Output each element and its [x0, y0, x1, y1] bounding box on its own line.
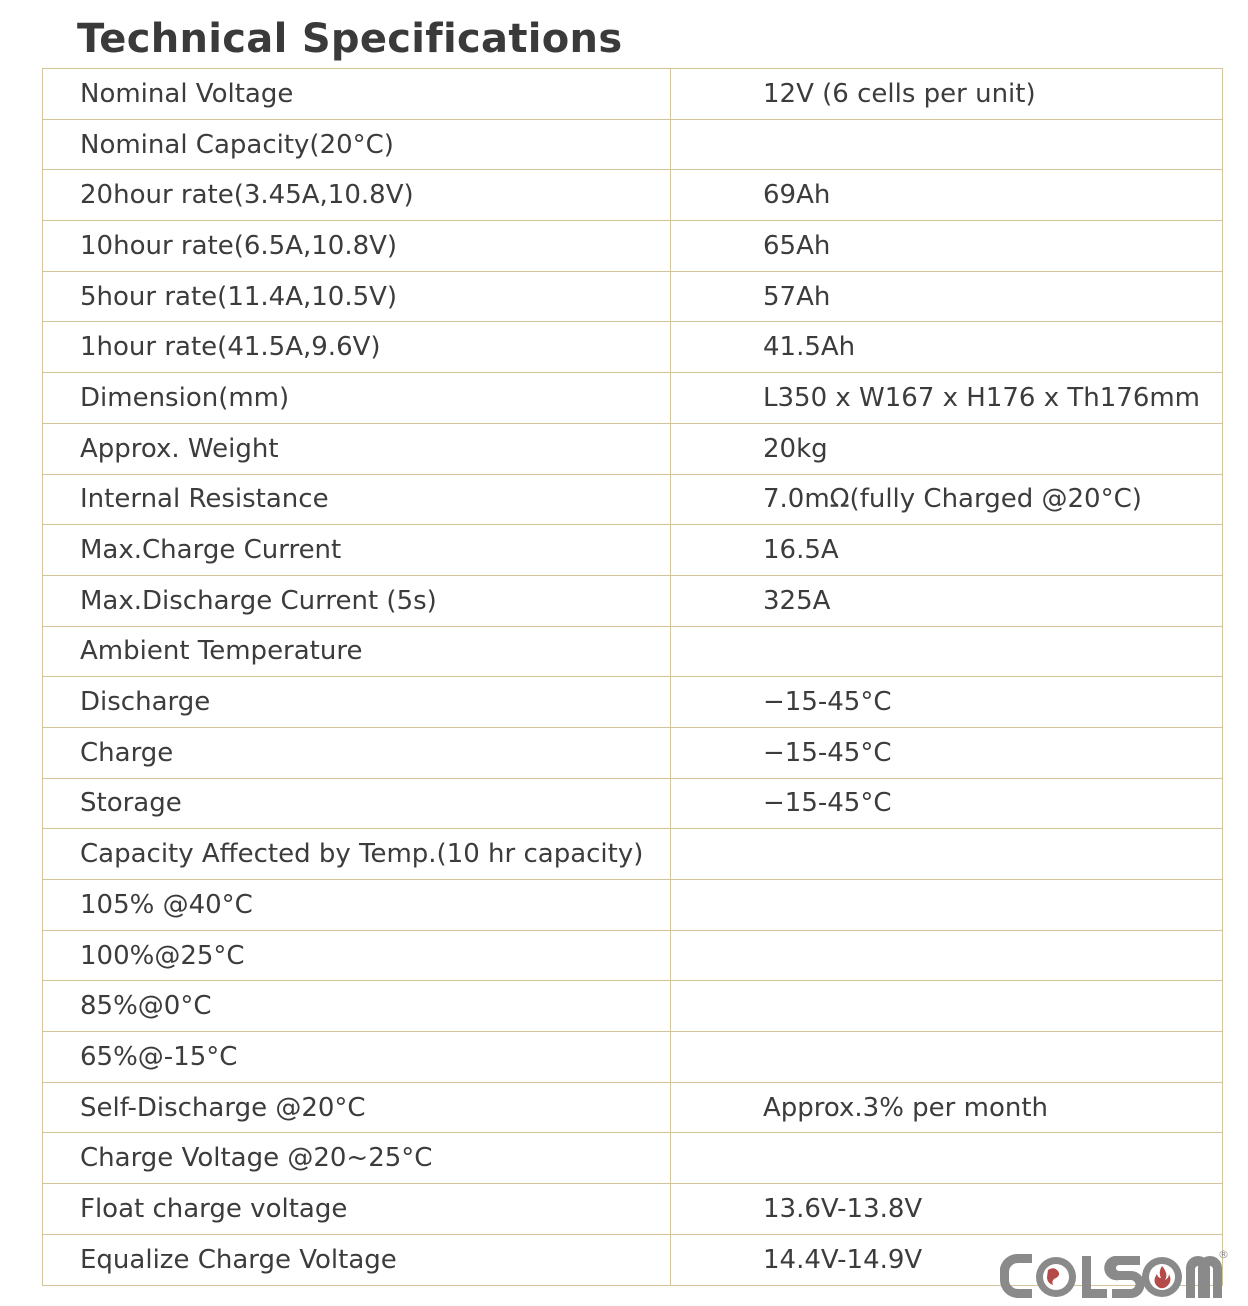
spec-value [671, 1133, 1223, 1184]
spec-value [671, 930, 1223, 981]
table-row [43, 677, 1223, 728]
page-title: Technical Specifications [77, 16, 623, 62]
table-row [43, 474, 1223, 525]
spec-value [671, 626, 1223, 677]
brand-logo [996, 1248, 1232, 1306]
table-row [43, 981, 1223, 1032]
spec-label: 100%@25°C [43, 930, 671, 981]
spec-value: 325A [671, 575, 1223, 626]
spec-label: Ambient Temperature [43, 626, 671, 677]
table-row [43, 119, 1223, 170]
spec-label: 20hour rate(3.45A,10.8V) [43, 170, 671, 221]
spec-label: Storage [43, 778, 671, 829]
spec-value [671, 1032, 1223, 1083]
spec-value: L350 x W167 x H176 x Th176mm [671, 373, 1223, 424]
table-row [43, 221, 1223, 272]
table-row [43, 1184, 1223, 1235]
spec-label: Self-Discharge @20°C [43, 1082, 671, 1133]
table-row [43, 373, 1223, 424]
spec-value: 7.0mΩ(fully Charged @20°C) [671, 474, 1223, 525]
table-row [43, 626, 1223, 677]
spec-value: −15-45°C [671, 677, 1223, 728]
registered-mark: ® [1218, 1248, 1229, 1261]
spec-label: Internal Resistance [43, 474, 671, 525]
table-row [43, 829, 1223, 880]
spec-label: Equalize Charge Voltage [43, 1234, 671, 1285]
table-row [43, 1133, 1223, 1184]
table-row [43, 880, 1223, 931]
spec-value: 12V (6 cells per unit) [671, 69, 1223, 120]
spec-label: Dimension(mm) [43, 373, 671, 424]
spec-label: Capacity Affected by Temp.(10 hr capacity) [43, 829, 671, 880]
spec-label: 10hour rate(6.5A,10.8V) [43, 221, 671, 272]
spec-value: Approx.3% per month [671, 1082, 1223, 1133]
spec-table [42, 68, 1223, 1286]
spec-value: −15-45°C [671, 727, 1223, 778]
spec-value [671, 880, 1223, 931]
spec-value [671, 119, 1223, 170]
spec-value: 41.5Ah [671, 322, 1223, 373]
table-row [43, 930, 1223, 981]
table-row [43, 271, 1223, 322]
spec-value: 20kg [671, 423, 1223, 474]
spec-value: 13.6V-13.8V [671, 1184, 1223, 1235]
spec-label: Charge [43, 727, 671, 778]
table-row [43, 727, 1223, 778]
spec-label: Nominal Voltage [43, 69, 671, 120]
spec-label: 5hour rate(11.4A,10.5V) [43, 271, 671, 322]
table-row [43, 1032, 1223, 1083]
table-row [43, 170, 1223, 221]
spec-label: 1hour rate(41.5A,9.6V) [43, 322, 671, 373]
spec-label: Discharge [43, 677, 671, 728]
spec-label: Max.Discharge Current (5s) [43, 575, 671, 626]
table-row [43, 1082, 1223, 1133]
spec-value: 69Ah [671, 170, 1223, 221]
spec-value: 65Ah [671, 221, 1223, 272]
spec-value: 16.5A [671, 525, 1223, 576]
spec-label: 65%@-15°C [43, 1032, 671, 1083]
table-row [43, 575, 1223, 626]
colsonn-logo-graphic [996, 1248, 1232, 1306]
spec-label: Charge Voltage @20~25°C [43, 1133, 671, 1184]
spec-label: Float charge voltage [43, 1184, 671, 1235]
spec-value: −15-45°C [671, 778, 1223, 829]
table-row [43, 322, 1223, 373]
spec-value: 57Ah [671, 271, 1223, 322]
spec-label: Approx. Weight [43, 423, 671, 474]
spec-value: 14.4V-14.9V [671, 1234, 1223, 1285]
spec-label: Nominal Capacity(20°C) [43, 119, 671, 170]
spec-value [671, 981, 1223, 1032]
spec-value [671, 829, 1223, 880]
table-row [43, 525, 1223, 576]
spec-label: Max.Charge Current [43, 525, 671, 576]
spec-label: 85%@0°C [43, 981, 671, 1032]
table-row [43, 778, 1223, 829]
table-row [43, 69, 1223, 120]
spec-label: 105% @40°C [43, 880, 671, 931]
table-row [43, 423, 1223, 474]
